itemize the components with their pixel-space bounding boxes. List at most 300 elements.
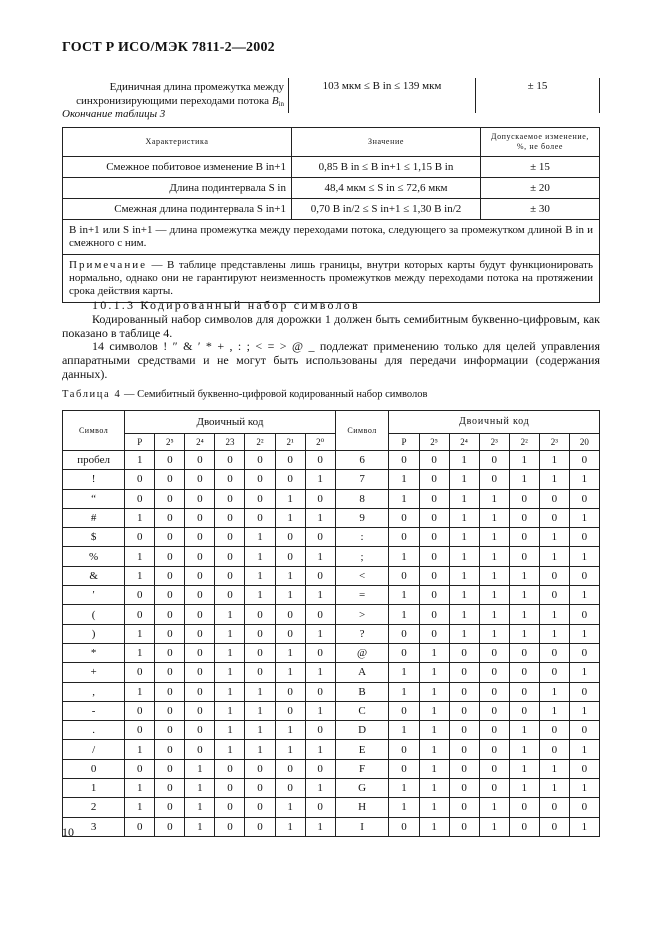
t4-bit: 0 — [185, 605, 215, 624]
t4-bit: 1 — [479, 624, 509, 643]
table-row — [63, 682, 600, 701]
t4-bit: 0 — [419, 586, 449, 605]
t4-bit: 1 — [539, 547, 569, 566]
t4-bit: 1 — [569, 470, 599, 489]
t4-bit: 1 — [509, 451, 539, 470]
t4-bit: 0 — [155, 682, 185, 701]
t4-bit: 1 — [509, 740, 539, 759]
t4-bit: 1 — [479, 798, 509, 817]
t4-bit: 0 — [305, 605, 335, 624]
t4-bit: 1 — [245, 701, 275, 720]
t4-bit: 1 — [389, 470, 419, 489]
t4-bit: 1 — [569, 740, 599, 759]
t4-symbol: 7 — [335, 470, 389, 489]
t4-symbol: G — [335, 779, 389, 798]
t4-bit: 0 — [539, 586, 569, 605]
t4-bit: 0 — [275, 701, 305, 720]
t4-bit: 1 — [275, 508, 305, 527]
table-row — [63, 489, 600, 508]
t4-bit: 1 — [275, 566, 305, 585]
t4-bit: 0 — [539, 643, 569, 662]
t4-bit: 1 — [419, 682, 449, 701]
t4-bit: 1 — [539, 451, 569, 470]
t4-bit: 1 — [419, 817, 449, 836]
t4-bit: 0 — [419, 605, 449, 624]
t4-bit: 1 — [185, 779, 215, 798]
t4-bit: 1 — [215, 701, 245, 720]
t4-bit: 1 — [569, 817, 599, 836]
t4-bit: 1 — [305, 624, 335, 643]
t4-bit: 0 — [509, 643, 539, 662]
t4-bit: 1 — [305, 470, 335, 489]
t4-bit: 0 — [449, 701, 479, 720]
t4-bit: 1 — [479, 508, 509, 527]
table4-caption-lead: Таблица 4 — [62, 389, 122, 400]
t3-note — [63, 255, 600, 303]
t4-bit: 1 — [125, 798, 155, 817]
t4-bit: 1 — [245, 721, 275, 740]
t4-bit: 0 — [479, 451, 509, 470]
t4-bit: 0 — [509, 508, 539, 527]
t4-symbol: E — [335, 740, 389, 759]
t4-bit: 0 — [305, 682, 335, 701]
t4-symbol: H — [335, 798, 389, 817]
t4-bit: 1 — [509, 721, 539, 740]
t4-symbol: D — [335, 721, 389, 740]
t4-bit: 0 — [449, 682, 479, 701]
t4-bit: 1 — [509, 566, 539, 585]
t4-bit: 1 — [419, 701, 449, 720]
t4-bit: 0 — [389, 624, 419, 643]
t4-bit: 0 — [275, 779, 305, 798]
t4-symbol: . — [63, 721, 125, 740]
t4-bit: 1 — [389, 798, 419, 817]
t3-header-characteristic: Характеристика — [63, 128, 292, 157]
t4-bit-header-left: 2⁰ — [305, 434, 335, 451]
t4-bit: 0 — [215, 566, 245, 585]
t4-symbol: + — [63, 663, 125, 682]
t4-symbol: пробел — [63, 451, 125, 470]
t4-bit: 0 — [569, 566, 599, 585]
t4-bit: 0 — [215, 586, 245, 605]
t4-bit: 0 — [479, 470, 509, 489]
t4-bit: 1 — [449, 470, 479, 489]
t4-bit: 1 — [419, 663, 449, 682]
t4-bit: 0 — [155, 663, 185, 682]
t4-bit: 0 — [449, 798, 479, 817]
t4-bit-header-right: 2² — [509, 434, 539, 451]
t4-bit: 0 — [479, 759, 509, 778]
t4-bit: 1 — [449, 547, 479, 566]
table-row — [63, 528, 600, 547]
t4-bit: 0 — [245, 759, 275, 778]
t4-bit: 1 — [479, 566, 509, 585]
t4-bit: 0 — [479, 740, 509, 759]
t3-header-tolerance: Допускаемое изменение, %, не более — [481, 128, 600, 157]
top-row-label-line1: Единичная длина промежутка между — [109, 81, 284, 93]
table-row — [63, 740, 600, 759]
t4-bit: 0 — [245, 624, 275, 643]
t4-bit: 1 — [125, 643, 155, 662]
t4-bit: 0 — [479, 643, 509, 662]
table-continuation-label: Окончание таблицы 3 — [62, 108, 166, 120]
t4-bit: 0 — [509, 663, 539, 682]
t4-bit: 0 — [245, 798, 275, 817]
t4-bit: 0 — [419, 508, 449, 527]
t4-bit: 0 — [539, 798, 569, 817]
t4-bit: 1 — [215, 643, 245, 662]
t4-bit: 1 — [539, 701, 569, 720]
t4-bit: 0 — [125, 605, 155, 624]
t4-bit: 0 — [155, 643, 185, 662]
t4-bit: 1 — [125, 508, 155, 527]
t4-bit: 0 — [215, 798, 245, 817]
t4-bit: 0 — [509, 547, 539, 566]
t4-bit-header-left: 2¹ — [275, 434, 305, 451]
t4-bit: 0 — [569, 721, 599, 740]
t4-bit: 0 — [509, 528, 539, 547]
t4-bit: 0 — [419, 528, 449, 547]
t4-bit: 0 — [185, 508, 215, 527]
t4-bit-header-right: 2³ — [539, 434, 569, 451]
t4-bit: 1 — [185, 759, 215, 778]
t4-bit: 0 — [539, 721, 569, 740]
top-row-value: 103 мкм ≤ B in ≤ 139 мкм — [289, 78, 476, 113]
t4-bit-header-left: 2⁴ — [185, 434, 215, 451]
t4-bit: 1 — [245, 740, 275, 759]
t4-bit: 1 — [305, 586, 335, 605]
table-row — [63, 451, 600, 470]
t4-bit: 0 — [275, 682, 305, 701]
t4-symbol: ( — [63, 605, 125, 624]
t4-bit: 1 — [389, 547, 419, 566]
t4-bit: 0 — [245, 643, 275, 662]
t4-bit: 1 — [419, 643, 449, 662]
t4-bit: 0 — [509, 817, 539, 836]
t4-symbol: % — [63, 547, 125, 566]
t4-symbol: 3 — [63, 817, 125, 836]
t4-symbol: A — [335, 663, 389, 682]
t4-bit: 0 — [185, 643, 215, 662]
t4-symbol: C — [335, 701, 389, 720]
t4-bit: 0 — [305, 721, 335, 740]
table-row — [63, 663, 600, 682]
t4-bit: 0 — [569, 682, 599, 701]
t4-bit: 1 — [215, 740, 245, 759]
t4-bit: 0 — [215, 528, 245, 547]
t3-note-definition: B in+1 или S in+1 — длина промежутка между переходами потока, следующего за промежутком длиной B in и смежного с ним. — [63, 220, 600, 255]
t4-bit: 1 — [389, 779, 419, 798]
t4-bit: 1 — [275, 798, 305, 817]
top-row-tolerance: ± 15 — [476, 78, 600, 113]
table-row — [63, 643, 600, 662]
table-row — [63, 779, 600, 798]
t4-bit: 0 — [305, 643, 335, 662]
t4-bit: 1 — [389, 663, 419, 682]
t4-bit: 1 — [569, 508, 599, 527]
t4-bit: 0 — [569, 798, 599, 817]
t4-bit: 0 — [539, 817, 569, 836]
t4-symbol: - — [63, 701, 125, 720]
t4-bit: 1 — [509, 759, 539, 778]
t4-bit: 0 — [155, 489, 185, 508]
t4-bit: 0 — [539, 508, 569, 527]
t4-bit: 0 — [305, 566, 335, 585]
t4-bit: 1 — [389, 721, 419, 740]
t4-bit: 1 — [245, 528, 275, 547]
t4-bit: 0 — [155, 817, 185, 836]
t4-bit: 1 — [245, 547, 275, 566]
t4-symbol: & — [63, 566, 125, 585]
t4-bit: 0 — [389, 817, 419, 836]
table-row — [63, 547, 600, 566]
t4-bit: 0 — [215, 547, 245, 566]
t3-row-label: Смежная длина подинтервала S in+1 — [63, 199, 292, 220]
t4-bit: 1 — [449, 586, 479, 605]
t4-bit: 1 — [569, 547, 599, 566]
t4-bit: 1 — [305, 508, 335, 527]
t4-bit: 0 — [155, 508, 185, 527]
t3-note-label: Примечание — [69, 259, 147, 271]
t4-bit: 0 — [125, 528, 155, 547]
t4-bit: 1 — [449, 528, 479, 547]
t4-bit: 0 — [155, 798, 185, 817]
t4-bit: 1 — [539, 605, 569, 624]
table-row — [63, 721, 600, 740]
t4-bit: 1 — [125, 779, 155, 798]
t4-bit: 1 — [389, 586, 419, 605]
t4-bit: 0 — [275, 528, 305, 547]
table-row — [63, 624, 600, 643]
t4-bit: 0 — [125, 721, 155, 740]
t4-symbol: / — [63, 740, 125, 759]
t4-bit: 0 — [185, 566, 215, 585]
t4-bit: 0 — [479, 701, 509, 720]
t4-bit: 1 — [419, 740, 449, 759]
t4-bit: 0 — [539, 740, 569, 759]
t4-bit: 1 — [125, 451, 155, 470]
t4-bit: 1 — [539, 759, 569, 778]
t4-bit: 1 — [215, 663, 245, 682]
t4-bit: 0 — [569, 451, 599, 470]
t4-bit: 1 — [479, 528, 509, 547]
t4-code-header-left: Двоичный код — [125, 411, 335, 434]
t4-bit: 0 — [125, 701, 155, 720]
t4-bit: 1 — [389, 605, 419, 624]
t4-bit: 0 — [539, 489, 569, 508]
t4-bit: 1 — [305, 740, 335, 759]
t4-bit: 0 — [155, 759, 185, 778]
t4-bit: 0 — [389, 740, 419, 759]
t4-bit: 0 — [305, 489, 335, 508]
t4-symbol: F — [335, 759, 389, 778]
t4-bit: 0 — [215, 451, 245, 470]
t4-bit: 1 — [449, 489, 479, 508]
t4-bit: 0 — [185, 451, 215, 470]
t4-bit: 0 — [215, 489, 245, 508]
t4-symbol: < — [335, 566, 389, 585]
t4-bit: 0 — [245, 779, 275, 798]
t4-bit: 1 — [509, 586, 539, 605]
t4-symbol: “ — [63, 489, 125, 508]
table4 — [62, 410, 600, 837]
t4-bit: 1 — [125, 740, 155, 759]
t4-bit: 1 — [275, 663, 305, 682]
t4-bit: 1 — [479, 586, 509, 605]
t4-bit-header-right: 2³ — [479, 434, 509, 451]
t4-bit: 0 — [275, 451, 305, 470]
t4-symbol-header-left: Символ — [63, 411, 125, 451]
t4-bit: 1 — [275, 721, 305, 740]
t4-bit: 0 — [185, 586, 215, 605]
t4-bit: 0 — [185, 470, 215, 489]
t4-bit: 0 — [539, 566, 569, 585]
t4-bit-header-left: 2⁵ — [155, 434, 185, 451]
t4-bit: 1 — [479, 489, 509, 508]
t4-bit: 1 — [569, 624, 599, 643]
t3-row-label: Смежное побитовое изменение B in+1 — [63, 157, 292, 178]
table-row — [63, 701, 600, 720]
t4-bit: 0 — [389, 451, 419, 470]
t4-bit: 0 — [275, 547, 305, 566]
t4-bit: 1 — [479, 547, 509, 566]
t4-bit: 1 — [215, 605, 245, 624]
t4-symbol: ) — [63, 624, 125, 643]
t4-bit: 1 — [509, 470, 539, 489]
t4-bit-header-left: 2² — [245, 434, 275, 451]
t3-row-value: 0,70 B in/2 ≤ S in+1 ≤ 1,30 B in/2 — [292, 199, 481, 220]
t4-bit: 1 — [215, 682, 245, 701]
paragraph-2: 14 символов ! ″ & ′ * + , : ; < = > @ _ подлежат применению только для целей управления аппаратными средствами и не могут быть использованы для передачи информации (содержания данных). — [62, 339, 600, 381]
t4-bit: 0 — [155, 779, 185, 798]
t4-bit: 0 — [125, 663, 155, 682]
t4-symbol: , — [63, 682, 125, 701]
table-row — [63, 798, 600, 817]
t4-bit: 0 — [419, 547, 449, 566]
t4-bit: 0 — [275, 759, 305, 778]
t4-bit: 0 — [155, 528, 185, 547]
table3 — [62, 127, 600, 303]
t4-bit: 0 — [275, 624, 305, 643]
t4-bit: 1 — [389, 682, 419, 701]
t4-bit: 1 — [275, 489, 305, 508]
t4-bit: 1 — [125, 682, 155, 701]
t4-bit: 1 — [449, 566, 479, 585]
t4-symbol: ′ — [63, 586, 125, 605]
t4-bit: 0 — [305, 451, 335, 470]
t4-bit: 0 — [479, 682, 509, 701]
table-row — [63, 470, 600, 489]
t4-symbol: 1 — [63, 779, 125, 798]
t4-symbol: 2 — [63, 798, 125, 817]
t4-bit: 0 — [185, 624, 215, 643]
t4-bit: 1 — [509, 779, 539, 798]
t4-bit: 1 — [509, 624, 539, 643]
t4-bit: 1 — [479, 605, 509, 624]
t4-bit: 1 — [449, 605, 479, 624]
t4-bit: 0 — [449, 663, 479, 682]
t4-bit: 0 — [389, 566, 419, 585]
t4-bit: 0 — [389, 528, 419, 547]
top-row-label-line2: синхронизирующими переходами потока — [76, 95, 270, 107]
t4-bit: 1 — [305, 779, 335, 798]
t3-note-text: — В таблице представлены лишь границы, внутри которых карты будут функционировать нормально, однако они не гарантируют неизменность промежутков между переходами потока на протяжении срока действия карты. — [69, 259, 593, 297]
t4-bit: 1 — [569, 586, 599, 605]
t4-bit: 1 — [185, 798, 215, 817]
t4-symbol: $ — [63, 528, 125, 547]
t4-bit: 0 — [155, 586, 185, 605]
table-row — [63, 508, 600, 527]
t4-bit: 1 — [449, 624, 479, 643]
t4-bit: 0 — [389, 759, 419, 778]
t4-symbol: ? — [335, 624, 389, 643]
t4-symbol: # — [63, 508, 125, 527]
t4-bit: 0 — [125, 470, 155, 489]
t4-bit: 1 — [539, 528, 569, 547]
t4-bit: 0 — [509, 489, 539, 508]
t4-bit: 0 — [125, 586, 155, 605]
t4-symbol: ; — [335, 547, 389, 566]
t4-bit: 0 — [155, 624, 185, 643]
t4-bit: 0 — [419, 451, 449, 470]
t4-bit: 1 — [419, 721, 449, 740]
t4-bit: 0 — [185, 701, 215, 720]
t4-bit: 0 — [509, 682, 539, 701]
t4-bit: 0 — [449, 759, 479, 778]
t4-bit: 0 — [125, 489, 155, 508]
t4-bit: 0 — [215, 470, 245, 489]
t4-bit: 0 — [155, 605, 185, 624]
t4-bit: 1 — [569, 663, 599, 682]
t3-row-value: 48,4 мкм ≤ S in ≤ 72,6 мкм — [292, 178, 481, 199]
t4-bit: 1 — [539, 624, 569, 643]
t4-bit: 1 — [305, 701, 335, 720]
t4-bit: 1 — [569, 779, 599, 798]
t4-symbol: 0 — [63, 759, 125, 778]
t4-bit: 1 — [215, 721, 245, 740]
t4-bit: 1 — [569, 701, 599, 720]
t4-bit: 0 — [245, 489, 275, 508]
t4-bit: 0 — [185, 663, 215, 682]
t4-bit: 1 — [449, 508, 479, 527]
t4-bit: 0 — [419, 489, 449, 508]
t4-bit: 0 — [305, 798, 335, 817]
t4-bit: 1 — [419, 798, 449, 817]
t4-bit: 1 — [539, 470, 569, 489]
t4-bit: 1 — [125, 566, 155, 585]
t4-bit: 0 — [155, 547, 185, 566]
t4-bit: 0 — [389, 508, 419, 527]
t4-bit: 0 — [245, 663, 275, 682]
t4-bit: 1 — [275, 643, 305, 662]
t4-symbol: = — [335, 586, 389, 605]
t4-bit: 1 — [245, 566, 275, 585]
t4-bit: 1 — [509, 605, 539, 624]
t4-symbol: I — [335, 817, 389, 836]
t4-bit: 0 — [155, 740, 185, 759]
t4-bit: 0 — [155, 470, 185, 489]
t4-bit: 0 — [449, 721, 479, 740]
t4-bit: 0 — [479, 779, 509, 798]
t4-bit: 0 — [185, 489, 215, 508]
page-number: 10 — [62, 825, 74, 839]
t4-bit: 0 — [419, 470, 449, 489]
t4-bit: 0 — [245, 605, 275, 624]
t4-bit: 0 — [245, 508, 275, 527]
t4-bit-header-left: 23 — [215, 434, 245, 451]
t4-bit: 0 — [569, 605, 599, 624]
table-row — [63, 817, 600, 836]
